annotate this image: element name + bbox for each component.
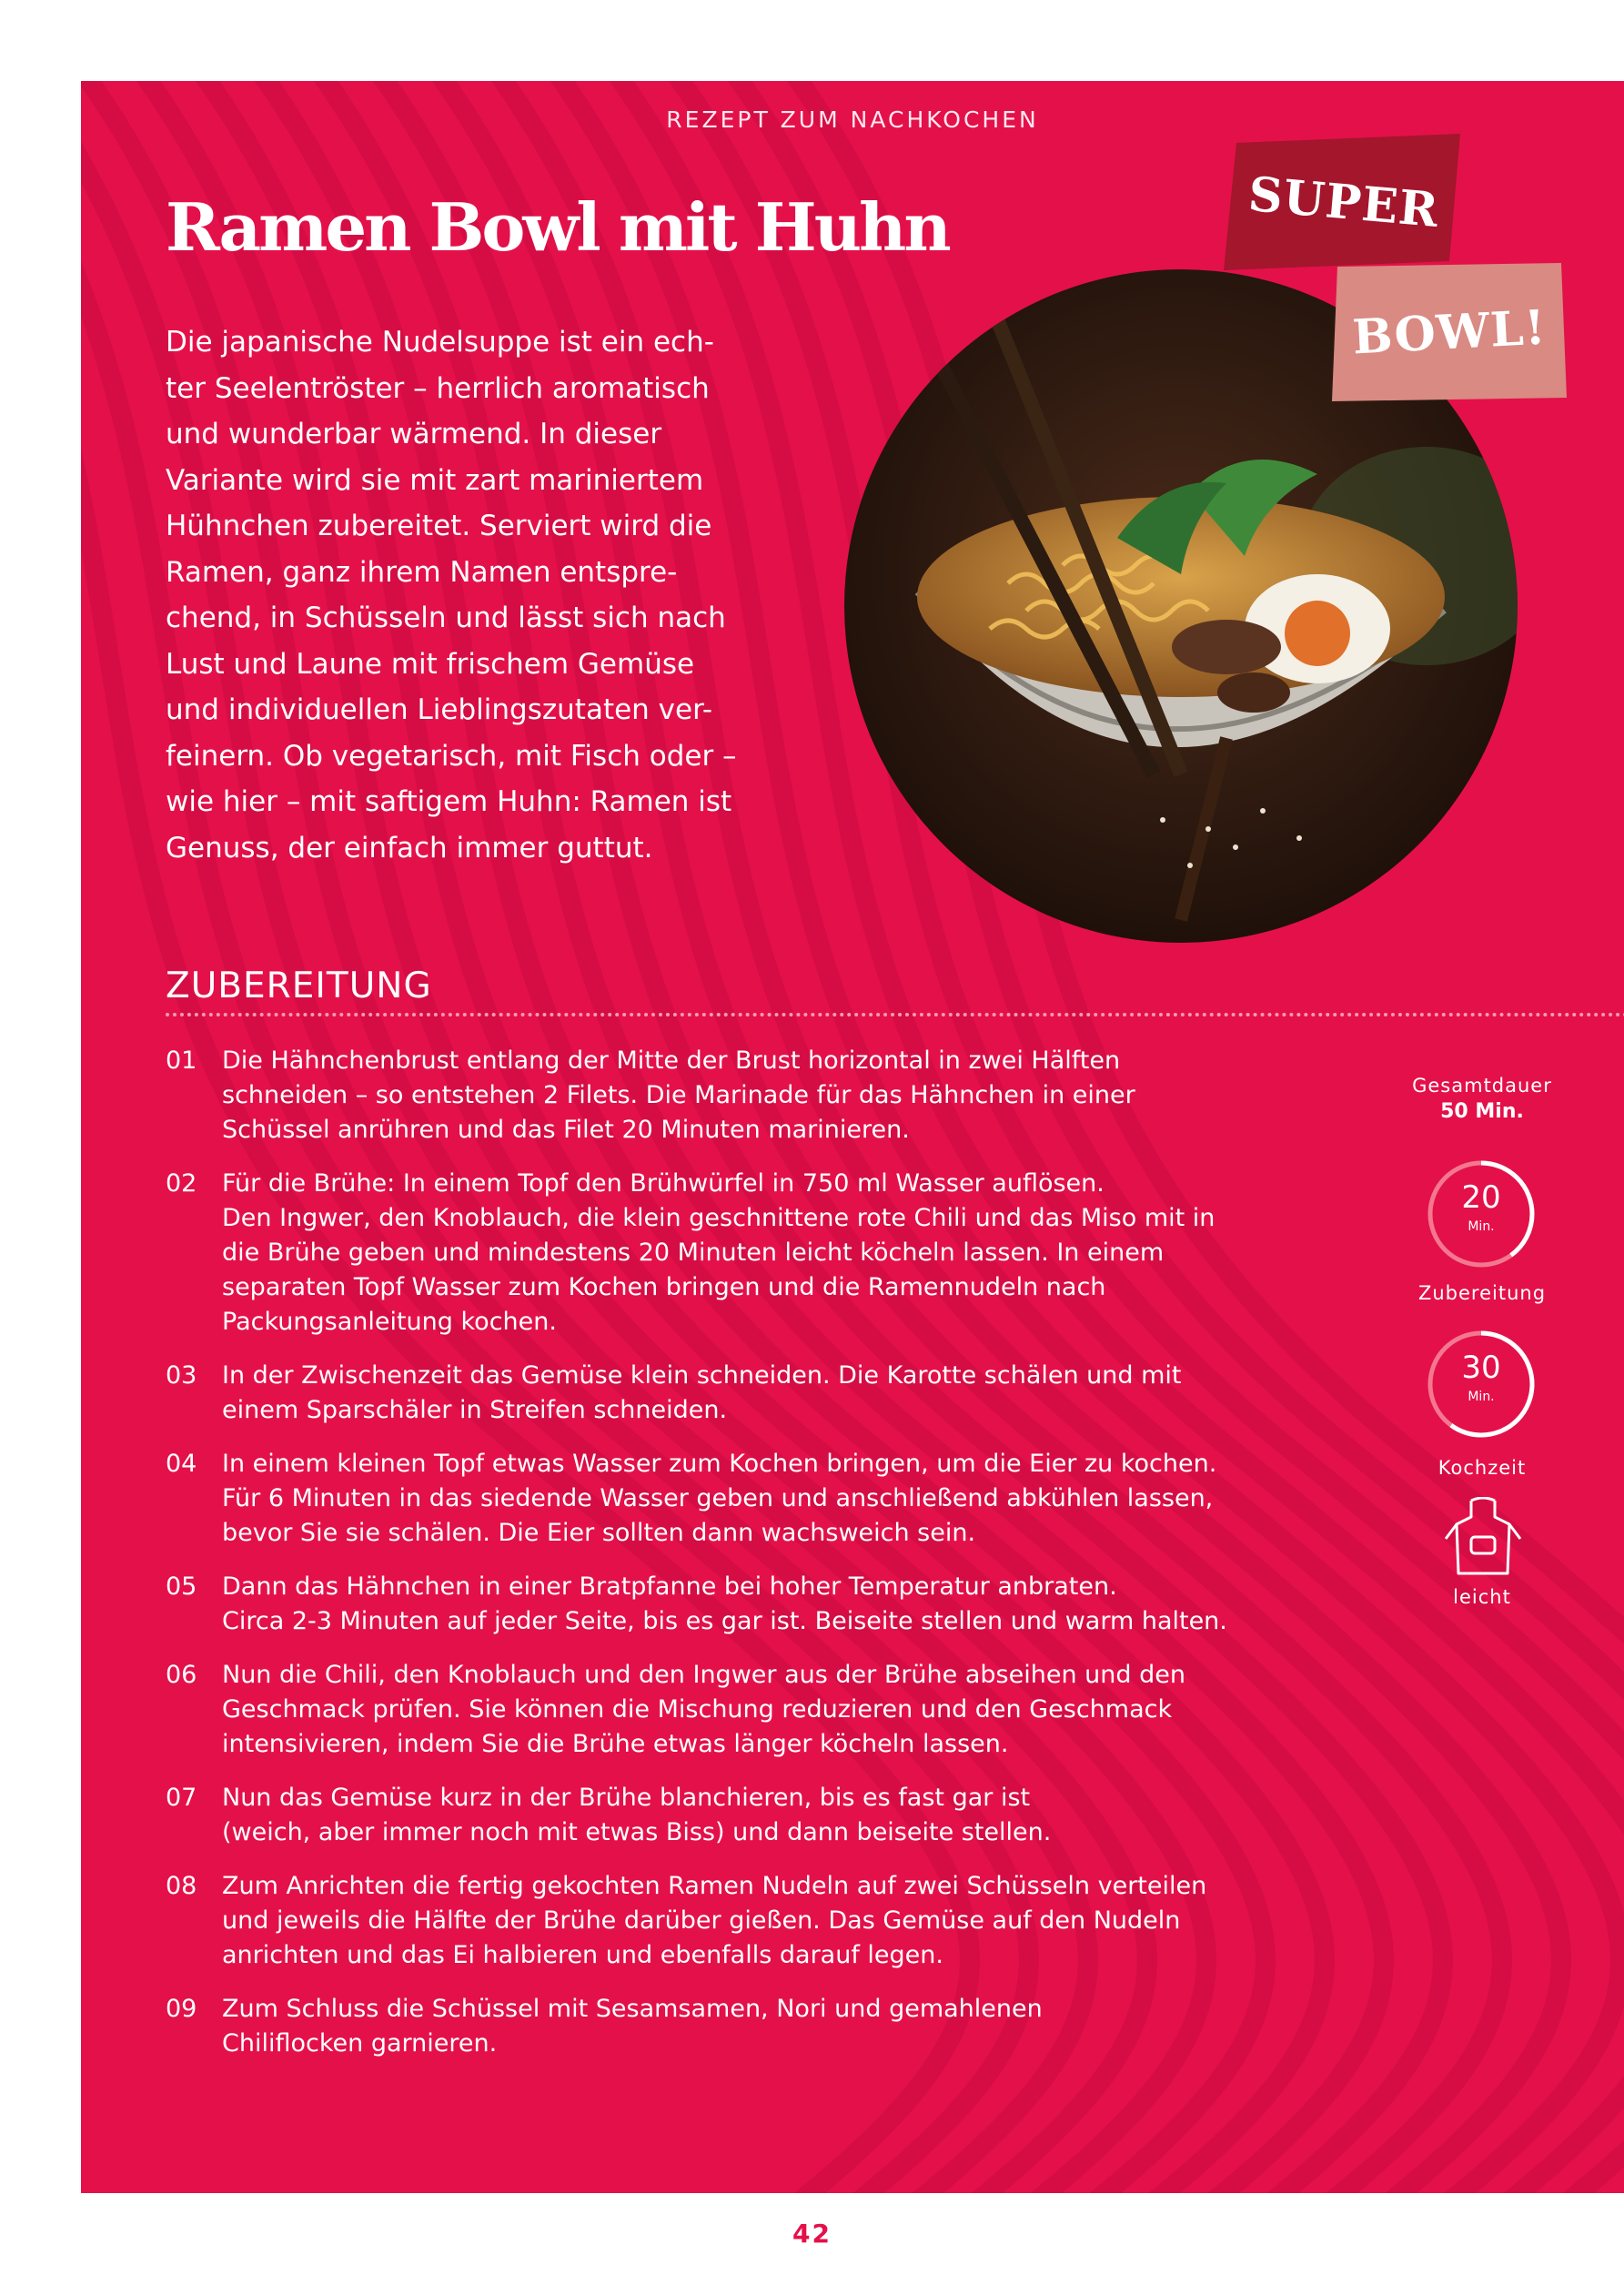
sticker-super (1222, 134, 1466, 270)
step-item (166, 1781, 1348, 1850)
step-number: 08 (166, 1872, 197, 1900)
cook-time-ring (1425, 1328, 1538, 1441)
step-number: 07 (166, 1784, 197, 1812)
intro-line: Hühnchen zubereitet. Serviert wird die (166, 510, 712, 542)
total-time-value: 50 Min. (1440, 1100, 1524, 1123)
difficulty (1364, 1586, 1600, 1608)
intro-line: Variante wird sie mit zart mariniertem (166, 463, 704, 497)
section-heading: ZUBEREITUNG (166, 966, 432, 1006)
step-text: Zum Anrichten die fertig gekochten Ramen Nudeln auf zwei Schüsseln verteilen und jeweils die Hälfte der Brühe darüber gießen. Das Gemüse auf den Nudeln anrichten und das Ei halbieren und ebenfalls darauf legen. (222, 1872, 1207, 1969)
prep-minutes: 20 (1461, 1179, 1501, 1216)
sticker-bowl-text: BOWL! (1351, 298, 1548, 366)
prep-label-wrap (1364, 1282, 1600, 1304)
cook-label: Kochzeit (1437, 1457, 1527, 1479)
intro-line: und wunderbar wärmend. In dieser (166, 418, 662, 450)
step-item (166, 1992, 1348, 2061)
step-item (166, 1044, 1348, 1148)
step-number: 01 (166, 1046, 197, 1075)
step-text: Nun das Gemüse kurz in der Brühe blanchieren, bis es fast gar ist (weich, aber immer noch mit etwas Biss) und dann beiseite stellen. (222, 1784, 1052, 1846)
steps-list (166, 1044, 1348, 2080)
step-item (166, 1658, 1348, 1762)
dotted-divider (166, 1013, 1624, 1016)
step-number: 02 (166, 1169, 197, 1198)
cook-label-wrap (1364, 1457, 1600, 1479)
step-number: 03 (166, 1361, 197, 1390)
sticker-super-text: SUPER (1246, 166, 1442, 238)
step-text: Nun die Chili, den Knoblauch und den Ingwer aus der Brühe abseihen und den Geschmack prüfen. Sie können die Mischung reduzieren und den Geschmack intensivieren, indem Sie die Brühe etwas länger köcheln lassen. (222, 1661, 1185, 1758)
intro-line: Ramen, ganz ihrem Namen entspre- (166, 555, 678, 589)
step-number: 09 (166, 1995, 197, 2023)
intro-line: ter Seelentröster – herrlich aromatisch (166, 371, 710, 405)
total-time-label: Gesamtdauer (1412, 1075, 1552, 1097)
step-item (166, 1167, 1348, 1340)
intro-line: wie hier – mit saftigem Huhn: Ramen ist (166, 785, 732, 818)
step-number: 04 (166, 1450, 197, 1478)
cook-minutes: 30 (1461, 1350, 1501, 1386)
section-kicker: REZEPT ZUM NACHKOCHEN (666, 106, 1039, 133)
step-text: Die Hähnchenbrust entlang der Mitte der Brust horizontal in zwei Hälften schneiden – so entstehen 2 Filets. Die Marinade für das Hähnchen in einer Schüssel anrühren und das Filet 20 Minuten marinieren. (222, 1046, 1135, 1144)
intro-line: Genuss, der einfach immer guttut. (166, 831, 653, 864)
cook-unit: Min. (1468, 1390, 1495, 1404)
step-item (166, 1869, 1348, 1973)
prep-unit: Min. (1468, 1219, 1495, 1234)
step-text: Zum Schluss die Schüssel mit Sesamsamen, Nori und gemahlenen Chiliflocken garnieren. (222, 1995, 1043, 2058)
step-item (166, 1570, 1348, 1639)
prep-label: Zubereitung (1417, 1282, 1547, 1304)
step-number: 06 (166, 1661, 197, 1689)
prep-time-ring (1425, 1158, 1538, 1270)
step-text: In einem kleinen Topf etwas Wasser zum Kochen bringen, um die Eier zu kochen. Für 6 Minuten in das siedende Wasser geben und anschließend abkühlen lassen, bevor Sie sie schälen. Die Eier sollten dann wachsweich sein. (222, 1450, 1217, 1547)
sticker-bowl (1332, 263, 1567, 401)
step-item (166, 1447, 1348, 1551)
step-text: Dann das Hähnchen in einer Bratpfanne bei hoher Temperatur anbraten. Circa 2-3 Minuten auf jeder Seite, bis es gar ist. Beiseite stellen und warm halten. (222, 1572, 1227, 1635)
step-text: In der Zwischenzeit das Gemüse klein schneiden. Die Karotte schälen und mit einem Sparschäler in Streifen schneiden. (222, 1361, 1182, 1424)
step-text: Für die Brühe: In einem Topf den Brühwürfel in 750 ml Wasser auflösen. Den Ingwer, den Knoblauch, die klein geschnittene rote Chili und das Miso mit in die Brühe geben und mindestens 20 Minuten leicht köcheln lassen. In einem separaten Topf Wasser zum Kochen bringen und die Ramennudeln nach Packungsanleitung kochen. (222, 1169, 1215, 1336)
recipe-title: Ramen Bowl mit Huhn (166, 188, 949, 266)
difficulty-label: leicht (1453, 1586, 1511, 1608)
intro-line: chend, in Schüsseln und lässt sich nach (166, 602, 726, 634)
intro-line: Die japanische Nudelsuppe ist ein ech- (166, 326, 714, 359)
step-number: 05 (166, 1572, 197, 1601)
step-item (166, 1359, 1348, 1428)
recipe-page (81, 81, 1624, 2193)
page-number: 42 (792, 2219, 832, 2249)
intro-line: und individuellen Lieblingszutaten ver- (166, 693, 713, 726)
intro-line: feinern. Ob vegetarisch, mit Fisch oder – (166, 739, 737, 773)
apron-icon (1444, 1497, 1522, 1577)
recipe-intro (166, 319, 839, 871)
total-time (1364, 1075, 1600, 1123)
intro-line: Lust und Laune mit frischem Gemüse (166, 647, 695, 681)
